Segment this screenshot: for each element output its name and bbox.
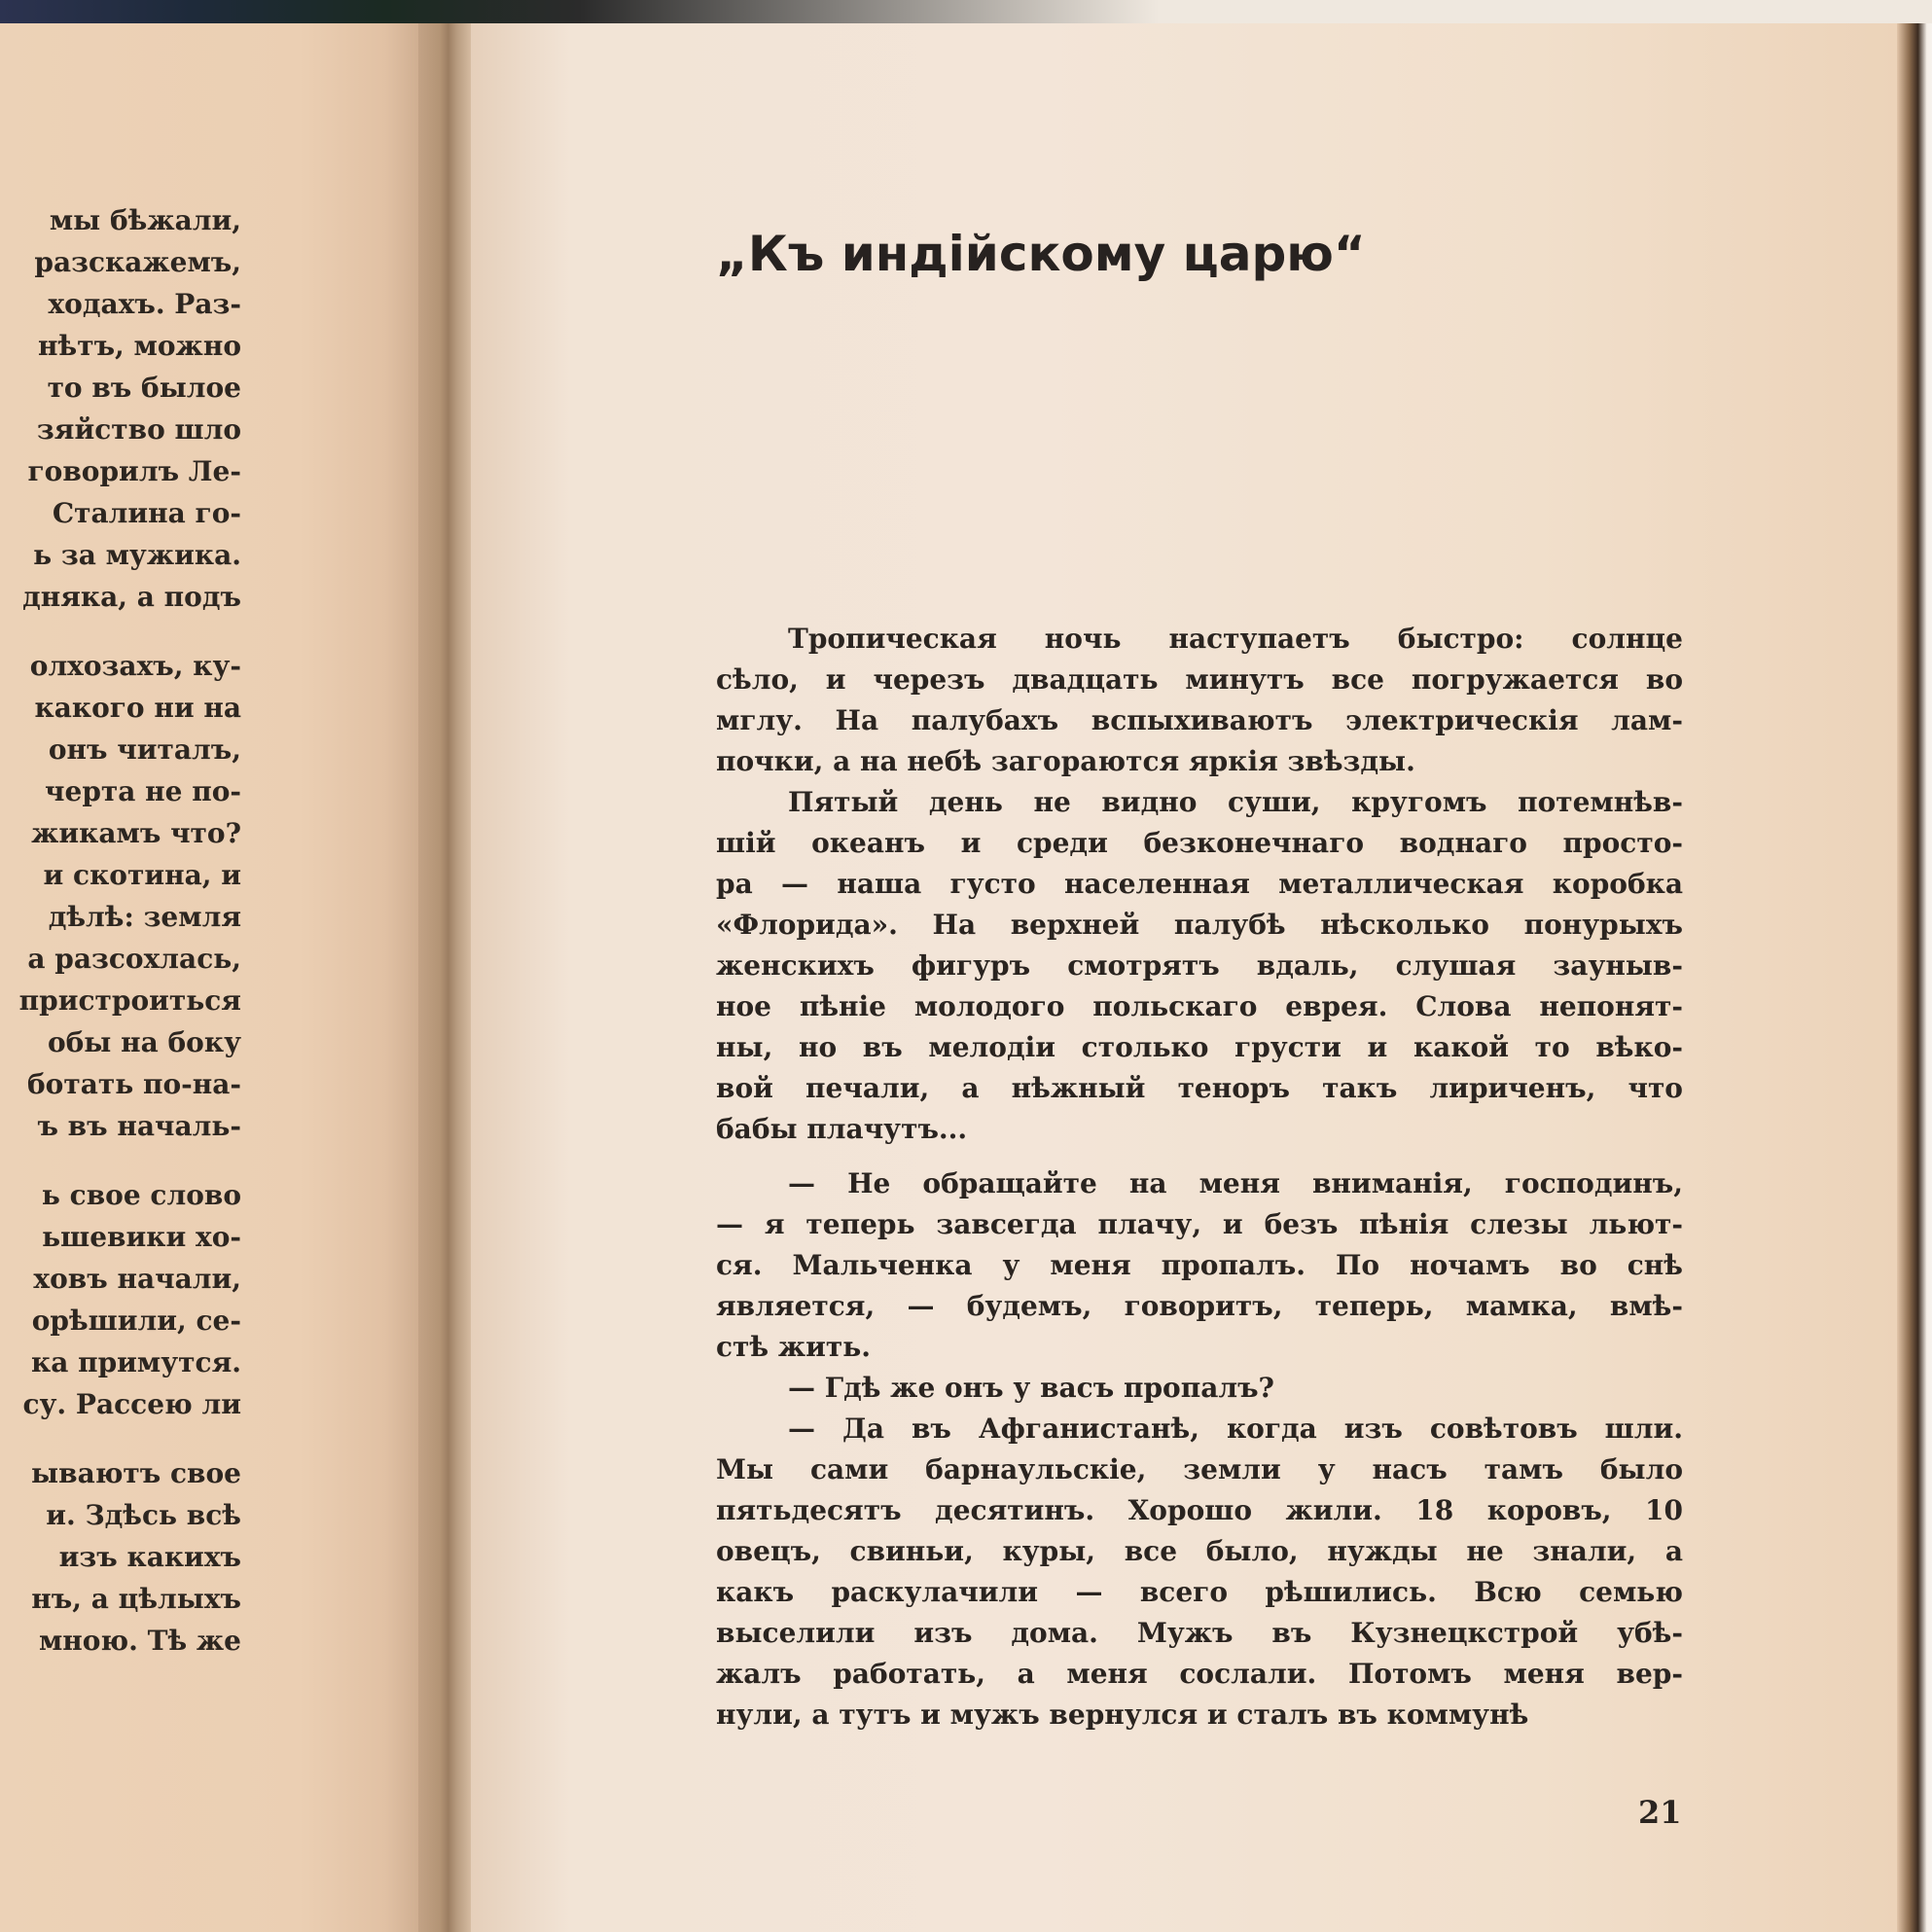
left-page-line: ываютъ свое [31, 1457, 241, 1489]
text-line: является, — будемъ, говоритъ, теперь, мамка, вмѣ- [716, 1290, 1683, 1322]
text-line: Тропическая ночь наступаетъ быстро: солнце [788, 623, 1683, 655]
left-page-line: ъ въ началь- [37, 1110, 241, 1142]
left-page-line: мною. Тѣ же [38, 1625, 241, 1657]
left-page-line: нѣтъ, можно [38, 330, 241, 362]
paragraph-gap [716, 1150, 1683, 1163]
text-line: жалъ работать, а меня сослали. Потомъ меня вер- [716, 1658, 1683, 1690]
text-line: — я теперь завсегда плачу, и безъ пѣнія слезы льют- [716, 1208, 1683, 1240]
text-line: женскихъ фигуръ смотрятъ вдаль, слушая зауныв- [716, 949, 1683, 982]
left-page-line: и скотина, и [43, 859, 241, 891]
left-page-line: ботать по-на- [27, 1068, 241, 1100]
left-page-line: то въ былое [47, 372, 241, 404]
text-line: вой печали, а нѣжный теноръ такъ лириченъ, что [716, 1072, 1683, 1104]
paragraph [716, 1163, 1683, 1368]
left-page-line: су. Рассею ли [22, 1388, 241, 1420]
text-line: — Не обращайте на меня вниманія, господинъ, [788, 1167, 1683, 1199]
chapter-title: „Къ индійскому царю“ [716, 226, 1366, 282]
text-line: ра — наша густо населенная металлическая коробка [716, 868, 1683, 900]
left-page-line: дняка, а подъ [22, 581, 241, 613]
left-page-line: обы на боку [47, 1026, 241, 1058]
text-line: «Флорида». На верхней палубѣ нѣсколько понурыхъ [716, 909, 1683, 941]
left-page-line: ходахъ. Раз- [48, 288, 241, 320]
book-spine [418, 23, 473, 1932]
left-page-line: дѣлѣ: земля [48, 901, 241, 933]
left-page-line: Сталина го- [52, 497, 241, 529]
page-number: 21 [1638, 1794, 1682, 1831]
left-page-line: орѣшили, се- [31, 1305, 241, 1337]
text-line: почки, а на небѣ загораются яркія звѣзды. [716, 745, 1415, 777]
left-page-line: а разсохлась, [27, 943, 241, 975]
left-page-blank-line [0, 1425, 241, 1452]
text-line: мглу. На палубахъ вспыхиваютъ электрическія лам- [716, 704, 1683, 736]
text-line: — Да въ Афганистанѣ, когда изъ совѣтовъ шли. [788, 1413, 1683, 1445]
text-line: ся. Мальченка у меня пропалъ. По ночамъ во снѣ [716, 1249, 1683, 1281]
left-page-text [0, 199, 241, 1662]
text-line: овецъ, свиньи, куры, все было, нужды не знали, а [716, 1535, 1683, 1567]
text-line: — Гдѣ же онъ у васъ пропалъ? [788, 1372, 1274, 1404]
text-line: какъ раскулачили — всего рѣшились. Всю семью [716, 1576, 1683, 1608]
text-line: выселили изъ дома. Мужъ въ Кузнецкстрой убѣ- [716, 1617, 1683, 1649]
left-page-line: зяйство шло [36, 413, 241, 446]
paragraph [716, 1409, 1683, 1735]
left-page-line: ьшевики хо- [42, 1221, 241, 1253]
left-page-line: ь свое слово [41, 1179, 241, 1211]
left-page-line: мы бѣжали, [49, 204, 241, 236]
left-page-line: нъ, а цѣлыхъ [31, 1583, 241, 1615]
text-line: ны, но въ мелодіи столько грусти и какой то вѣко- [716, 1031, 1683, 1063]
page-edge [1897, 23, 1932, 1932]
paragraph [716, 782, 1683, 1150]
text-line: шій океанъ и среди безконечнаго воднаго просто- [716, 827, 1683, 859]
left-page-line: говорилъ Ле- [27, 455, 241, 487]
paragraph [716, 619, 1683, 782]
left-page-line: разскажемъ, [34, 246, 241, 278]
right-page-body [716, 619, 1683, 1735]
left-page-line: онъ читалъ, [48, 733, 241, 766]
book-top-edge [0, 0, 1932, 25]
left-page-line: жикамъ что? [31, 817, 241, 849]
text-line: Мы сами барнаульскіе, земли у насъ тамъ было [716, 1453, 1683, 1485]
left-page-line: ь за мужика. [33, 539, 241, 571]
left-page-blank-line [0, 618, 241, 645]
left-page-line: олхозахъ, ку- [29, 650, 241, 682]
text-line: нули, а тутъ и мужъ вернулся и сталъ въ коммунѣ [716, 1699, 1529, 1731]
text-line: пятьдесятъ десятинъ. Хорошо жили. 18 коровъ, 10 [716, 1494, 1683, 1526]
left-page-line: пристроиться [18, 984, 241, 1017]
text-line: Пятый день не видно суши, кругомъ потемнѣв- [788, 786, 1683, 818]
left-page-blank-line [0, 1147, 241, 1174]
text-line: ное пѣніе молодого польскаго еврея. Слова непонят- [716, 990, 1683, 1022]
left-page-line: ка примутся. [30, 1346, 241, 1378]
left-page-line: и. Здѣсь всѣ [46, 1499, 241, 1531]
left-page-line: какого ни на [34, 692, 241, 724]
left-page-line: изъ какихъ [58, 1541, 241, 1573]
left-page-line: черта не по- [45, 775, 241, 807]
text-line: стѣ жить. [716, 1331, 871, 1363]
left-page-line: ховъ начали, [33, 1263, 241, 1295]
text-line: бабы плачутъ... [716, 1113, 968, 1145]
text-line: сѣло, и черезъ двадцать минутъ все погружается во [716, 663, 1683, 696]
paragraph [716, 1368, 1683, 1409]
